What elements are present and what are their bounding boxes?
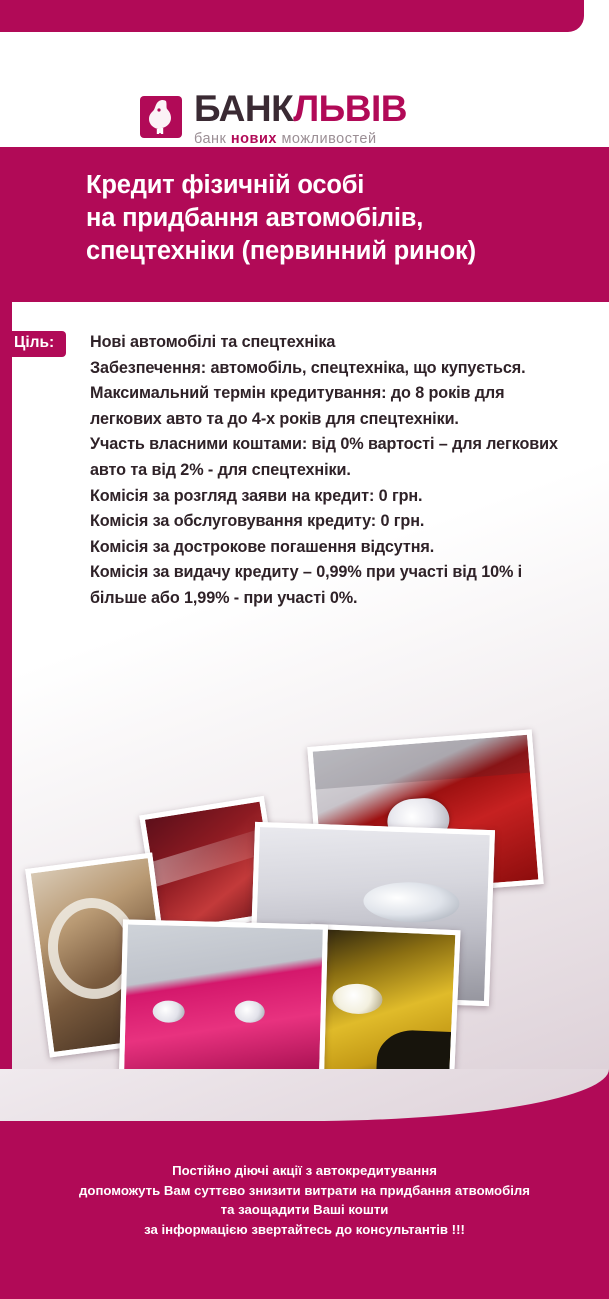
- footer-line-3: та заощадити Ваші кошти: [220, 1202, 389, 1217]
- brand-title-dark: БАНК: [194, 88, 294, 129]
- condition-line-1: Нові автомобілі та спецтехніка: [90, 333, 336, 351]
- footer-line-2: допоможуть Вам суттєво знизити витрати на придбання атвомобіля: [79, 1182, 530, 1198]
- credit-conditions-text: [90, 330, 568, 612]
- page-title-line-2: на придбання автомобілів,: [86, 204, 424, 232]
- tagline-post: можливостей: [276, 131, 377, 147]
- top-accent-bar: [0, 0, 584, 32]
- footer-promo-text: [0, 1161, 609, 1239]
- page-title-line-3: спецтехніки (первинний ринок): [86, 237, 476, 265]
- condition-line-5: Комісія за розгляд заяви на кредит: 0 грн.: [90, 486, 423, 505]
- condition-line-4: Участь власними коштами: від 0% вартості – для легкових авто та від 2% - для спецтехніки.: [90, 435, 558, 479]
- logo-band: [0, 32, 609, 147]
- condition-line-6: Комісія за обслуговування кредиту: 0 грн.: [90, 512, 425, 531]
- brand-logo: [136, 90, 407, 147]
- photo-pink-sports-car: [119, 919, 328, 1079]
- page-title: [86, 169, 586, 268]
- page-title-line-1: Кредит фізичній особі: [86, 171, 365, 199]
- tagline-pre: банк: [194, 131, 231, 147]
- footer-line-4: за інформацією звертайтесь до консультантів !!!: [144, 1221, 465, 1237]
- brand-title-pink: ЛЬВІВ: [293, 88, 407, 129]
- horse-glyph-icon: [145, 98, 177, 136]
- purpose-label: Ціль:: [0, 331, 66, 357]
- brand-title: [194, 90, 407, 128]
- title-band: [0, 147, 609, 302]
- horse-in-square-icon: [136, 92, 186, 142]
- condition-line-2: Забезпечення: автомобіль, спецтехніка, що купується.: [90, 358, 526, 377]
- condition-line-3: Максимальний термін кредитування: до 8 років для легкових авто та до 4-х років для спецтехніки.: [90, 384, 505, 428]
- tagline-strong: нових: [230, 131, 277, 147]
- brand-wordmark: [194, 90, 407, 147]
- photo-collage: [0, 700, 609, 1130]
- condition-line-8: Комісія за видачу кредиту – 0,99% при участі від 10% і більше або 1,99% - при участі 0%.: [90, 563, 523, 607]
- footer-line-1: Постійно діючі акції з автокредитування: [172, 1163, 437, 1178]
- brand-tagline: [194, 131, 407, 147]
- condition-line-7: Комісія за дострокове погашення відсутня.: [90, 537, 435, 556]
